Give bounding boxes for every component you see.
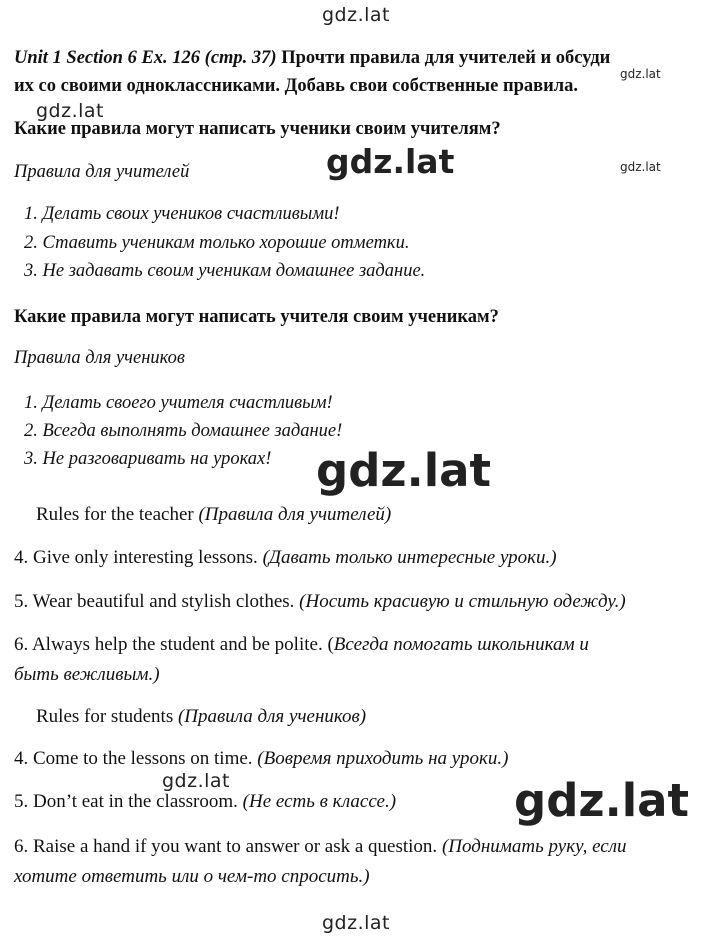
student-rule-5: 5. Don’t eat in the classroom. (Не есть в классе.) [14, 791, 397, 812]
teachers-rules-heading: Правила для учителей [14, 162, 190, 182]
watermark-small-right: gdz.lat [620, 67, 661, 81]
watermark-center-large: gdz.lat [326, 142, 455, 181]
student-rule-6: 6. Raise a hand if you want to answer or ask a question. (Поднимать руку, если [14, 836, 627, 857]
watermark-lower-right: gdz.lat [514, 774, 690, 827]
teacher-rule-4: 4. Give only interesting lessons. (Давать только интересные уроки.) [14, 547, 557, 568]
question-1: Какие правила могут написать ученики своим учителям? [14, 119, 501, 139]
teachers-rule-2: 2. Ставить ученикам только хорошие отметки. [24, 233, 410, 253]
exercise-title-line1 [14, 48, 610, 69]
exercise-instruction-2: их со своими одноклассниками. Добавь свои собственные правила. [14, 76, 579, 96]
student-rule-6-continued: хотите ответить или о чем-то спросить.) [14, 866, 370, 887]
watermark-left: gdz.lat [36, 100, 105, 122]
teachers-rule-1: 1. Делать своих учеников счастливыми! [24, 204, 340, 224]
exercise-reference: Unit 1 Section 6 Ex. 126 (стр. 37) [14, 48, 277, 68]
student-rule-4: 4. Come to the lessons on time. (Вовремя приходить на уроки.) [14, 748, 509, 769]
students-rule-3: 3. Не разговаривать на уроках! [24, 449, 272, 469]
teachers-rule-3: 3. Не задавать своим ученикам домашнее задание. [24, 261, 426, 281]
teacher-rule-6-continued: быть вежливым.) [14, 664, 160, 685]
exercise-instruction-1: Прочти правила для учителей и обсуди [276, 48, 611, 68]
rules-for-students-label: Rules for students (Правила для учеников) [36, 706, 367, 727]
students-rule-1: 1. Делать своего учителя счастливым! [24, 393, 333, 413]
teacher-rule-6: 6. Always help the student and be polite. (Всегда помогать школьникам и [14, 634, 589, 655]
students-rule-2: 2. Всегда выполнять домашнее задание! [24, 421, 343, 441]
watermark-bottom: gdz.lat [322, 912, 391, 934]
students-rules-heading: Правила для учеников [14, 348, 185, 368]
question-2: Какие правила могут написать учителя своим ученикам? [14, 307, 499, 327]
watermark-center-xlarge: gdz.lat [316, 444, 492, 497]
watermark-lower-left: gdz.lat [162, 770, 231, 792]
teacher-rule-5: 5. Wear beautiful and stylish clothes. (Носить красивую и стильную одежду.) [14, 591, 626, 612]
watermark-top: gdz.lat [322, 4, 391, 26]
watermark-right: gdz.lat [620, 160, 661, 174]
rules-for-teacher-label: Rules for the teacher (Правила для учителей) [36, 504, 392, 525]
